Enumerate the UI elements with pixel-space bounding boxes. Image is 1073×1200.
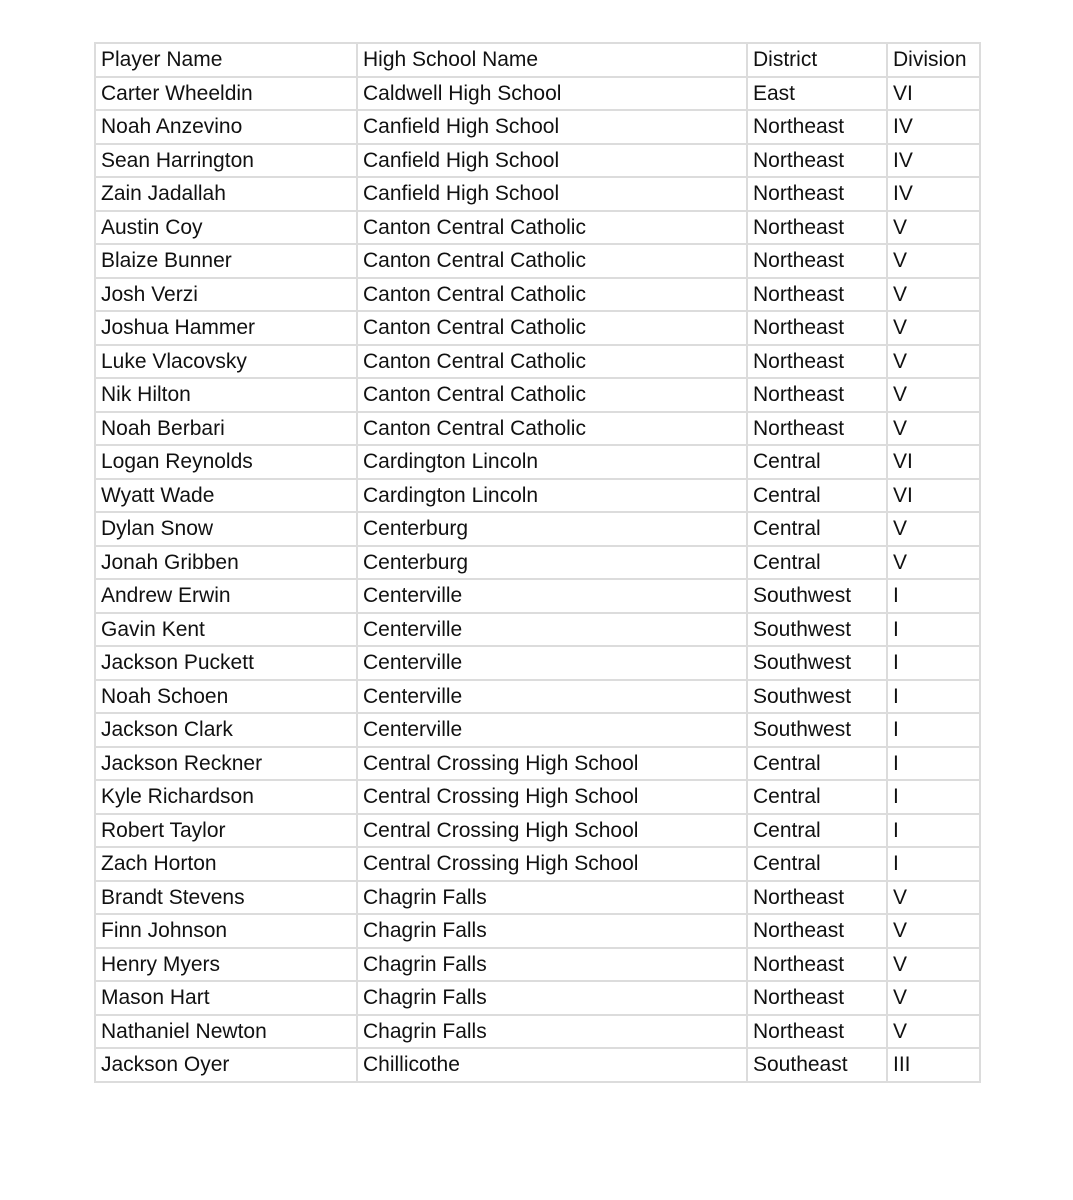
- district-cell: Northeast: [747, 177, 887, 211]
- table-row: [95, 378, 980, 412]
- district-cell: Northeast: [747, 345, 887, 379]
- player-name-cell: Nathaniel Newton: [95, 1015, 357, 1049]
- high-school-cell: Chagrin Falls: [357, 948, 747, 982]
- table-row: [95, 780, 980, 814]
- high-school-cell: Cardington Lincoln: [357, 445, 747, 479]
- division-cell: I: [887, 747, 980, 781]
- high-school-cell: Chagrin Falls: [357, 1015, 747, 1049]
- table-row: [95, 412, 980, 446]
- table-row: [95, 512, 980, 546]
- division-cell: V: [887, 311, 980, 345]
- division-cell: I: [887, 814, 980, 848]
- division-cell: V: [887, 378, 980, 412]
- table-row: [95, 948, 980, 982]
- division-cell: V: [887, 546, 980, 580]
- player-name-cell: Andrew Erwin: [95, 579, 357, 613]
- district-cell: Northeast: [747, 311, 887, 345]
- division-cell: I: [887, 680, 980, 714]
- high-school-cell: Chagrin Falls: [357, 914, 747, 948]
- division-cell: V: [887, 278, 980, 312]
- player-name-cell: Jackson Puckett: [95, 646, 357, 680]
- table-row: [95, 546, 980, 580]
- player-name-cell: Jackson Reckner: [95, 747, 357, 781]
- table-row: [95, 981, 980, 1015]
- district-cell: Southwest: [747, 680, 887, 714]
- division-cell: IV: [887, 144, 980, 178]
- district-cell: Central: [747, 546, 887, 580]
- high-school-cell: Canton Central Catholic: [357, 378, 747, 412]
- high-school-cell: Caldwell High School: [357, 77, 747, 111]
- district-cell: Central: [747, 814, 887, 848]
- division-cell: V: [887, 412, 980, 446]
- district-cell: Northeast: [747, 378, 887, 412]
- player-name-cell: Wyatt Wade: [95, 479, 357, 513]
- table-row: [95, 311, 980, 345]
- high-school-cell: Centerville: [357, 579, 747, 613]
- player-name-cell: Noah Berbari: [95, 412, 357, 446]
- player-name-cell: Mason Hart: [95, 981, 357, 1015]
- player-name-cell: Noah Schoen: [95, 680, 357, 714]
- table-row: [95, 814, 980, 848]
- player-name-cell: Austin Coy: [95, 211, 357, 245]
- table-row: [95, 914, 980, 948]
- division-cell: V: [887, 914, 980, 948]
- district-cell: East: [747, 77, 887, 111]
- division-cell: IV: [887, 177, 980, 211]
- district-cell: Southwest: [747, 646, 887, 680]
- district-cell: Northeast: [747, 244, 887, 278]
- table-row: [95, 144, 980, 178]
- table-row: [95, 479, 980, 513]
- district-cell: Central: [747, 847, 887, 881]
- table-row: [95, 680, 980, 714]
- table-row: [95, 177, 980, 211]
- high-school-cell: Centerburg: [357, 512, 747, 546]
- district-cell: Northeast: [747, 948, 887, 982]
- high-school-cell: Chillicothe: [357, 1048, 747, 1082]
- division-cell: VI: [887, 77, 980, 111]
- division-cell: IV: [887, 110, 980, 144]
- high-school-cell: Canton Central Catholic: [357, 345, 747, 379]
- table-row: [95, 646, 980, 680]
- header-row: [95, 43, 980, 77]
- player-name-cell: Jackson Clark: [95, 713, 357, 747]
- district-cell: Central: [747, 780, 887, 814]
- district-cell: Central: [747, 512, 887, 546]
- high-school-cell: Centerville: [357, 713, 747, 747]
- high-school-cell: Chagrin Falls: [357, 881, 747, 915]
- table-row: [95, 211, 980, 245]
- table-row: [95, 747, 980, 781]
- division-cell: I: [887, 780, 980, 814]
- player-name-cell: Robert Taylor: [95, 814, 357, 848]
- high-school-cell: Centerburg: [357, 546, 747, 580]
- district-cell: Central: [747, 479, 887, 513]
- player-name-cell: Blaize Bunner: [95, 244, 357, 278]
- table-row: [95, 713, 980, 747]
- table-row: [95, 613, 980, 647]
- player-name-cell: Zain Jadallah: [95, 177, 357, 211]
- player-name-cell: Dylan Snow: [95, 512, 357, 546]
- division-cell: V: [887, 948, 980, 982]
- player-name-cell: Logan Reynolds: [95, 445, 357, 479]
- district-cell: Northeast: [747, 110, 887, 144]
- high-school-cell: Cardington Lincoln: [357, 479, 747, 513]
- table-row: [95, 278, 980, 312]
- player-name-cell: Gavin Kent: [95, 613, 357, 647]
- division-cell: I: [887, 847, 980, 881]
- table-row: [95, 1048, 980, 1082]
- district-cell: Southeast: [747, 1048, 887, 1082]
- high-school-cell: Canfield High School: [357, 110, 747, 144]
- player-name-cell: Nik Hilton: [95, 378, 357, 412]
- header-district: District: [747, 43, 887, 77]
- high-school-cell: Canton Central Catholic: [357, 244, 747, 278]
- division-cell: III: [887, 1048, 980, 1082]
- high-school-cell: Canfield High School: [357, 144, 747, 178]
- division-cell: V: [887, 244, 980, 278]
- division-cell: VI: [887, 445, 980, 479]
- header-division: Division: [887, 43, 980, 77]
- division-cell: V: [887, 881, 980, 915]
- player-name-cell: Sean Harrington: [95, 144, 357, 178]
- player-name-cell: Zach Horton: [95, 847, 357, 881]
- high-school-cell: Central Crossing High School: [357, 780, 747, 814]
- division-cell: V: [887, 1015, 980, 1049]
- table-row: [95, 579, 980, 613]
- high-school-cell: Centerville: [357, 680, 747, 714]
- high-school-cell: Centerville: [357, 646, 747, 680]
- district-cell: Northeast: [747, 881, 887, 915]
- district-cell: Central: [747, 445, 887, 479]
- table-row: [95, 77, 980, 111]
- division-cell: I: [887, 613, 980, 647]
- high-school-cell: Canton Central Catholic: [357, 311, 747, 345]
- district-cell: Northeast: [747, 211, 887, 245]
- district-cell: Northeast: [747, 914, 887, 948]
- player-name-cell: Noah Anzevino: [95, 110, 357, 144]
- high-school-cell: Central Crossing High School: [357, 814, 747, 848]
- player-name-cell: Henry Myers: [95, 948, 357, 982]
- player-name-cell: Kyle Richardson: [95, 780, 357, 814]
- division-cell: V: [887, 345, 980, 379]
- district-cell: Southwest: [747, 613, 887, 647]
- district-cell: Southwest: [747, 713, 887, 747]
- table-row: [95, 110, 980, 144]
- district-cell: Northeast: [747, 981, 887, 1015]
- division-cell: V: [887, 981, 980, 1015]
- district-cell: Southwest: [747, 579, 887, 613]
- table-row: [95, 881, 980, 915]
- players-table: [94, 42, 981, 1083]
- high-school-cell: Central Crossing High School: [357, 747, 747, 781]
- table-row: [95, 445, 980, 479]
- district-cell: Northeast: [747, 1015, 887, 1049]
- player-name-cell: Luke Vlacovsky: [95, 345, 357, 379]
- district-cell: Northeast: [747, 144, 887, 178]
- division-cell: VI: [887, 479, 980, 513]
- player-name-cell: Jackson Oyer: [95, 1048, 357, 1082]
- high-school-cell: Central Crossing High School: [357, 847, 747, 881]
- division-cell: V: [887, 512, 980, 546]
- player-name-cell: Josh Verzi: [95, 278, 357, 312]
- high-school-cell: Canfield High School: [357, 177, 747, 211]
- high-school-cell: Canton Central Catholic: [357, 278, 747, 312]
- player-name-cell: Carter Wheeldin: [95, 77, 357, 111]
- table-row: [95, 244, 980, 278]
- player-name-cell: Finn Johnson: [95, 914, 357, 948]
- high-school-cell: Centerville: [357, 613, 747, 647]
- high-school-cell: Chagrin Falls: [357, 981, 747, 1015]
- division-cell: I: [887, 579, 980, 613]
- division-cell: I: [887, 713, 980, 747]
- player-name-cell: Brandt Stevens: [95, 881, 357, 915]
- table-row: [95, 847, 980, 881]
- player-name-cell: Jonah Gribben: [95, 546, 357, 580]
- division-cell: V: [887, 211, 980, 245]
- district-cell: Northeast: [747, 278, 887, 312]
- division-cell: I: [887, 646, 980, 680]
- high-school-cell: Canton Central Catholic: [357, 412, 747, 446]
- header-player-name: Player Name: [95, 43, 357, 77]
- table-row: [95, 1015, 980, 1049]
- header-high-school-name: High School Name: [357, 43, 747, 77]
- high-school-cell: Canton Central Catholic: [357, 211, 747, 245]
- table-row: [95, 345, 980, 379]
- player-name-cell: Joshua Hammer: [95, 311, 357, 345]
- district-cell: Northeast: [747, 412, 887, 446]
- district-cell: Central: [747, 747, 887, 781]
